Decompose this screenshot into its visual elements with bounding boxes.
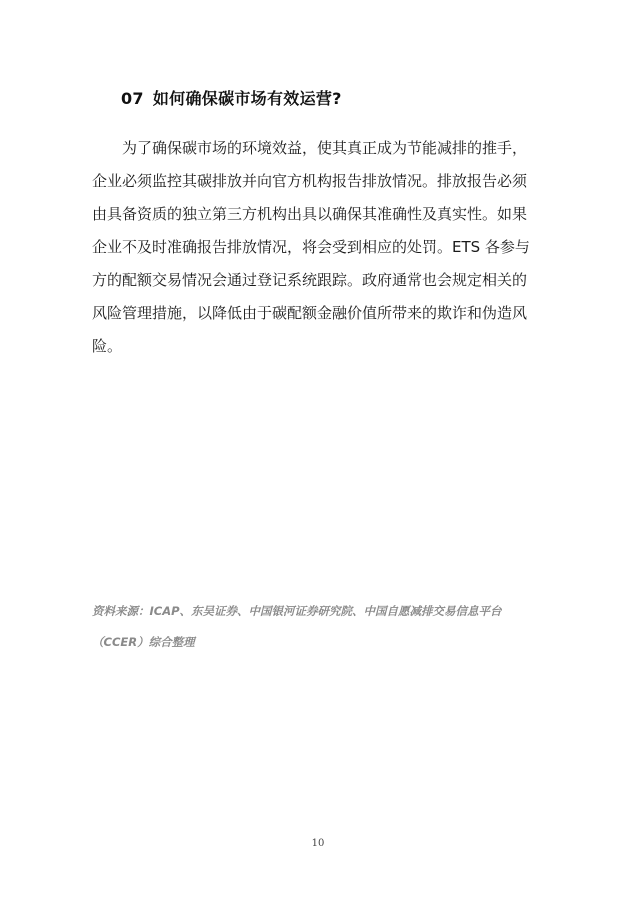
- paragraph-line: 险。: [92, 337, 123, 355]
- page-number: 10: [311, 838, 325, 849]
- section-number: 07: [121, 89, 144, 108]
- paragraph-line: 企业必须监控其碳排放并向官方机构报告排放情况。排放报告必须: [92, 172, 528, 190]
- source-line: 资料来源：ICAP、东吴证券、中国银河证券研究院、中国自愿减排交易信息平台: [92, 604, 502, 618]
- source-note: [92, 596, 542, 658]
- paragraph-line: 方的配额交易情况会通过登记系统跟踪。政府通常也会规定相关的: [92, 271, 528, 289]
- paragraph-line: 企业不及时准确报告排放情况，将会受到相应的处罚。ETS 各参与: [92, 238, 530, 256]
- source-line: （CCER）综合整理: [92, 635, 195, 649]
- paragraph-line: 为了确保碳市场的环境效益，使其真正成为节能减排的推手，: [122, 139, 528, 157]
- paragraph-line: 由具备资质的独立第三方机构出具以确保其准确性及真实性。如果: [92, 205, 528, 223]
- paragraph-line: 风险管理措施，以降低由于碳配额金融价值所带来的欺诈和伪造风: [92, 304, 528, 322]
- section-heading: [121, 86, 342, 109]
- section-title: 如何确保碳市场有效运营?: [152, 89, 342, 108]
- body-paragraph: [92, 132, 530, 363]
